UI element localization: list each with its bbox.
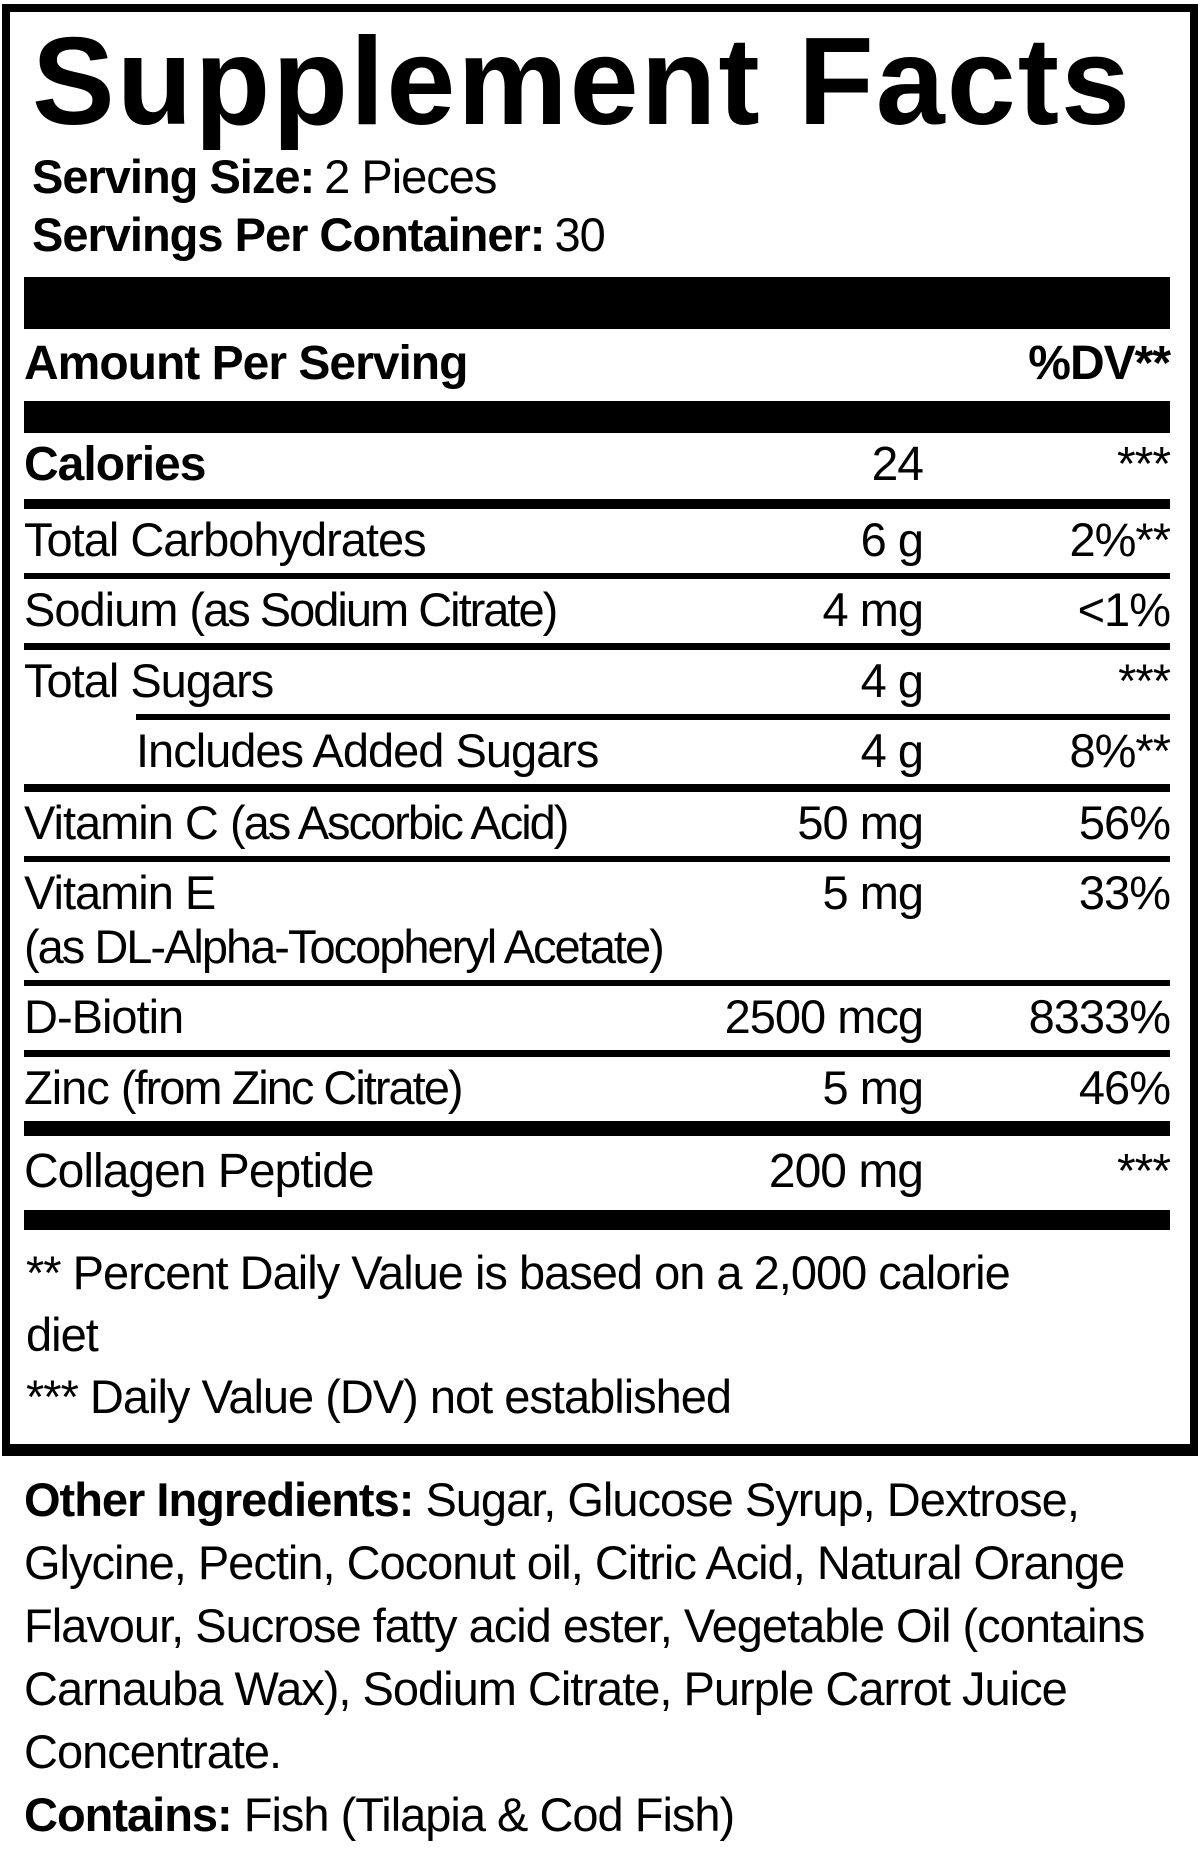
servings-per-container-line bbox=[32, 209, 1170, 261]
divider bbox=[24, 784, 1170, 792]
nutrient-source: (as Sodium Citrate) bbox=[189, 582, 557, 636]
separator-bar-top bbox=[24, 277, 1170, 329]
other-ingredients-text: Sugar, Glucose Syrup, Dextrose, Glycine, Pectin, Coconut oil, Citric Acid, Natural Orange Flavour, Sucrose fatty acid ester, Vegetable Oil (contains Carnauba Wax), Sodium Citrate, Purple Carrot Juice Concentrate. bbox=[24, 1472, 1145, 1778]
facts-panel bbox=[2, 4, 1198, 1456]
nutrient-amount: 2500 mcg bbox=[724, 989, 923, 1043]
nutrient-name: D-Biotin bbox=[24, 989, 184, 1043]
nutrient-amount: 5 mg bbox=[822, 865, 923, 919]
nutrient-dv: *** bbox=[1116, 437, 1170, 491]
nutrient-dv: 56% bbox=[1078, 795, 1170, 849]
facts-panel-content bbox=[10, 12, 1190, 1444]
other-ingredients-paragraph bbox=[0, 1468, 1200, 1783]
nutrient-amount: 24 bbox=[871, 437, 923, 491]
nutrient-name: Calories bbox=[24, 437, 206, 491]
nutrient-dv: *** bbox=[1118, 653, 1170, 707]
nutrient-amount: 50 mg bbox=[797, 795, 923, 849]
panel-title: Supplement Facts bbox=[32, 13, 1132, 151]
percent-dv-header: %DV** bbox=[1028, 336, 1170, 390]
serving-size-value: 2 Pieces bbox=[324, 149, 497, 203]
nutrient-row-vitamin-c bbox=[24, 792, 1170, 856]
nutrient-row-vitamin-e bbox=[24, 862, 1170, 980]
nutrient-row-added-sugars bbox=[24, 720, 1170, 784]
nutrient-row-calories bbox=[24, 433, 1170, 499]
nutrient-amount: 6 g bbox=[860, 512, 923, 566]
serving-size-line bbox=[32, 151, 1170, 203]
nutrient-row-total-sugars bbox=[24, 650, 1170, 714]
nutrient-source: (as Ascorbic Acid) bbox=[229, 795, 568, 849]
footnote-dv-not-established: *** Daily Value (DV) not established bbox=[26, 1369, 732, 1423]
other-ingredients-label: Other Ingredients: bbox=[24, 1472, 414, 1526]
nutrient-source: (from Zinc Citrate) bbox=[120, 1060, 462, 1114]
servings-per-container-label: Servings Per Container: bbox=[32, 207, 545, 261]
contains-label: Contains: bbox=[24, 1787, 232, 1841]
nutrient-amount: 5 mg bbox=[822, 1060, 923, 1114]
footnote-percent-dv: ** Percent Daily Value is based on a 2,000 calorie diet bbox=[26, 1245, 1010, 1361]
nutrient-name: Total Sugars bbox=[24, 653, 274, 707]
nutrient-name: Vitamin C (as Ascorbic Acid) bbox=[24, 795, 568, 849]
divider bbox=[24, 643, 1170, 650]
contains-text: Fish (Tilapia & Cod Fish) bbox=[243, 1787, 735, 1841]
nutrient-row-sodium bbox=[24, 579, 1170, 643]
nutrient-dv: 33% bbox=[1078, 865, 1170, 919]
separator-bar-mid bbox=[24, 1121, 1170, 1136]
nutrient-dv: *** bbox=[1116, 1144, 1170, 1198]
footnotes bbox=[24, 1230, 1170, 1436]
amount-per-serving-header: Amount Per Serving bbox=[24, 336, 468, 390]
contains-line bbox=[0, 1783, 1200, 1846]
nutrient-row-zinc bbox=[24, 1057, 1170, 1121]
nutrient-name: Includes Added Sugars bbox=[136, 723, 599, 777]
separator-bar-header bbox=[24, 401, 1170, 433]
column-header-row bbox=[24, 329, 1170, 401]
supplement-facts-label bbox=[0, 4, 1200, 1850]
nutrient-row-d-biotin bbox=[24, 986, 1170, 1050]
separator-bar-bottom bbox=[24, 1210, 1170, 1230]
nutrient-amount: 200 mg bbox=[768, 1144, 923, 1198]
nutrient-name: Total Carbohydrates bbox=[24, 512, 426, 566]
nutrient-dv: 8333% bbox=[1028, 989, 1170, 1043]
nutrient-dv: 2%** bbox=[1069, 512, 1170, 566]
nutrient-dv: <1% bbox=[1077, 582, 1170, 636]
nutrient-name: Vitamin E (as DL-Alpha-Tocopheryl Acetate) bbox=[24, 865, 663, 973]
nutrient-name: Sodium (as Sodium Citrate) bbox=[24, 582, 557, 636]
nutrient-row-total-carbohydrates bbox=[24, 509, 1170, 573]
nutrient-dv: 46% bbox=[1078, 1060, 1170, 1114]
nutrient-source: (as DL-Alpha-Tocopheryl Acetate) bbox=[24, 919, 663, 973]
divider bbox=[24, 499, 1170, 509]
nutrient-amount: 4 mg bbox=[822, 582, 923, 636]
divider bbox=[24, 1050, 1170, 1057]
servings-per-container-value: 30 bbox=[554, 207, 605, 261]
nutrient-amount: 4 g bbox=[860, 653, 923, 707]
nutrient-dv: 8%** bbox=[1069, 723, 1170, 777]
nutrient-amount: 4 g bbox=[860, 723, 923, 777]
nutrient-name: Collagen Peptide bbox=[24, 1144, 374, 1198]
serving-size-label: Serving Size: bbox=[32, 149, 315, 203]
nutrient-row-collagen-peptide bbox=[24, 1136, 1170, 1210]
nutrient-name: Zinc (from Zinc Citrate) bbox=[24, 1060, 462, 1114]
